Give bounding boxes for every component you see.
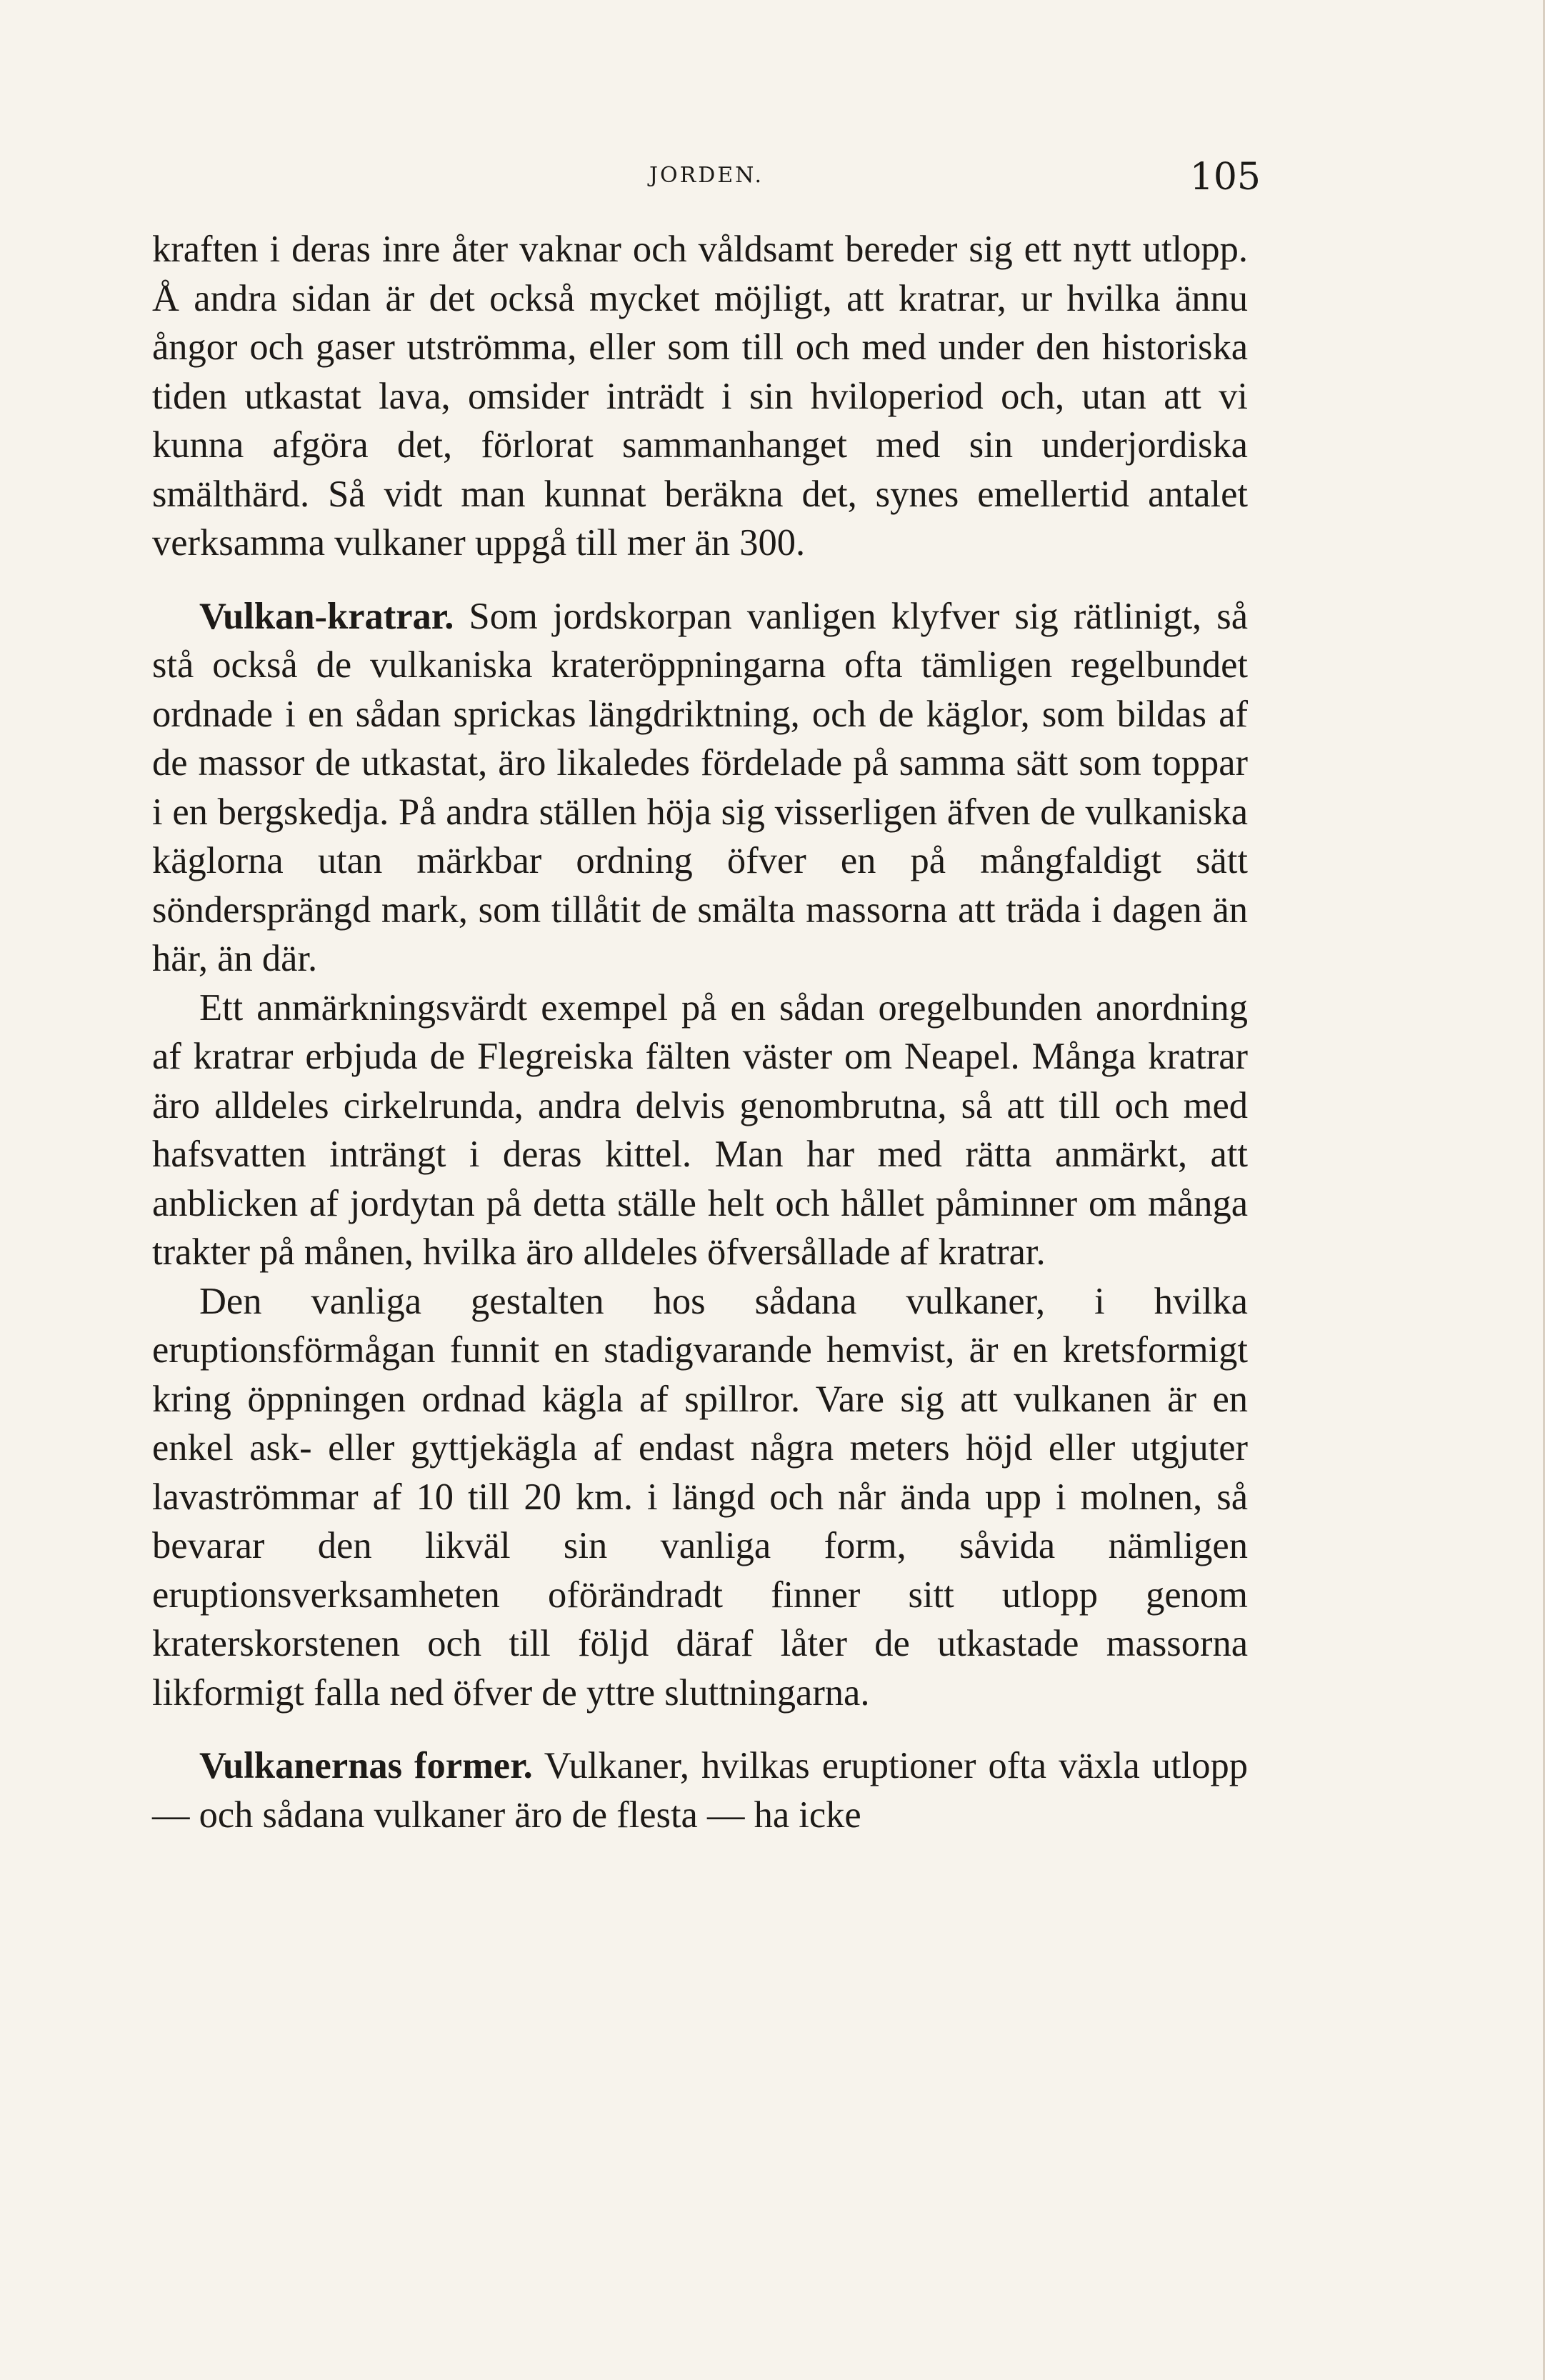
paragraph-vulkanernas-former <box>152 1741 1248 1839</box>
page-body <box>152 225 1248 1839</box>
running-head: JORDEN. <box>649 163 764 188</box>
paragraph-text: Som jordskorpan vanligen klyfver sig rätlinigt, så stå också de vulkaniska krateröppningarna ofta tämligen regelbundet ordnade i en sådan sprickas längdriktning, och de käglor, som bildas af de massor de utkastat, äro likaledes fördelade på samma sätt som toppar i en bergskedja. På andra ställen höja sig visserligen äfven de vulkaniska käglorna utan märkbar ordning öfver en på mångfaldigt sätt söndersprängd mark, som tillåtit de smälta massorna att träda i dagen än här, än där. <box>152 595 1249 979</box>
paragraph-text: Den vanliga gestalten hos sådana vulkaner, i hvilka eruptionsförmågan funnit en stadigvarande hemvist, är en kretsformigt kring öppningen ordnad kägla af spillror. Vare sig att vulkanen är en enkel ask- eller gyttjekägla af endast några meters höjd eller utgjuter lavaströmmar af 10 till 20 km. i längd och når ända upp i molnen, så bevarar den likväl sin vanliga form, såvida nämligen eruptionsverksamheten oförändradt finner sitt utlopp genom kraterskorstenen och till följd däraf låter de utkastade massorna likformigt falla ned öfver de yttre sluttningarna. <box>152 1280 1248 1714</box>
paragraph-text: kraften i deras inre åter vaknar och våldsamt bereder sig ett nytt utlopp. Å andra sidan är det också mycket möjligt, att kratrar, ur hvilka ännu ångor och gaser utströmma, eller som till och med under den historiska tiden utkastat lava, omsider inträdt i sin hviloperiod och, utan att vi kunna afgöra det, förlorat sammanhanget med sin underjordiska smälthärd. Så vidt man kunnat beräkna det, synes emellertid antalet verksamma vulkaner uppgå till mer än 300. <box>152 229 1248 564</box>
paragraph-text: Ett anmärkningsvärdt exempel på en sådan oregelbunden anordning af kratrar erbjuda de Flegreiska fälten väster om Neapel. Många kratrar äro alldeles cirkelrunda, andra delvis genombrutna, så att till och med hafsvatten inträngt i deras kittel. Man har med rätta anmärkt, att anblicken af jordytan på detta ställe helt och hållet påminner om många trakter på månen, hvilka äro alldeles öfversållade af kratrar. <box>152 986 1248 1273</box>
paragraph-text: Vulkaner, hvilkas eruptioner ofta växla utlopp — och sådana vulkaner äro de flesta — ha icke <box>152 1745 1248 1836</box>
paragraph-vulkan-kratrar <box>152 592 1248 984</box>
paragraph-continuation <box>152 225 1248 568</box>
page-header <box>152 156 1261 213</box>
section-heading: Vulkanernas former. <box>199 1745 533 1786</box>
page-number: 105 <box>1189 156 1261 199</box>
paragraph-flegreiska <box>152 984 1248 1277</box>
paragraph-vanliga-gestalten <box>152 1277 1248 1718</box>
section-heading: Vulkan-kratrar. <box>199 595 454 637</box>
